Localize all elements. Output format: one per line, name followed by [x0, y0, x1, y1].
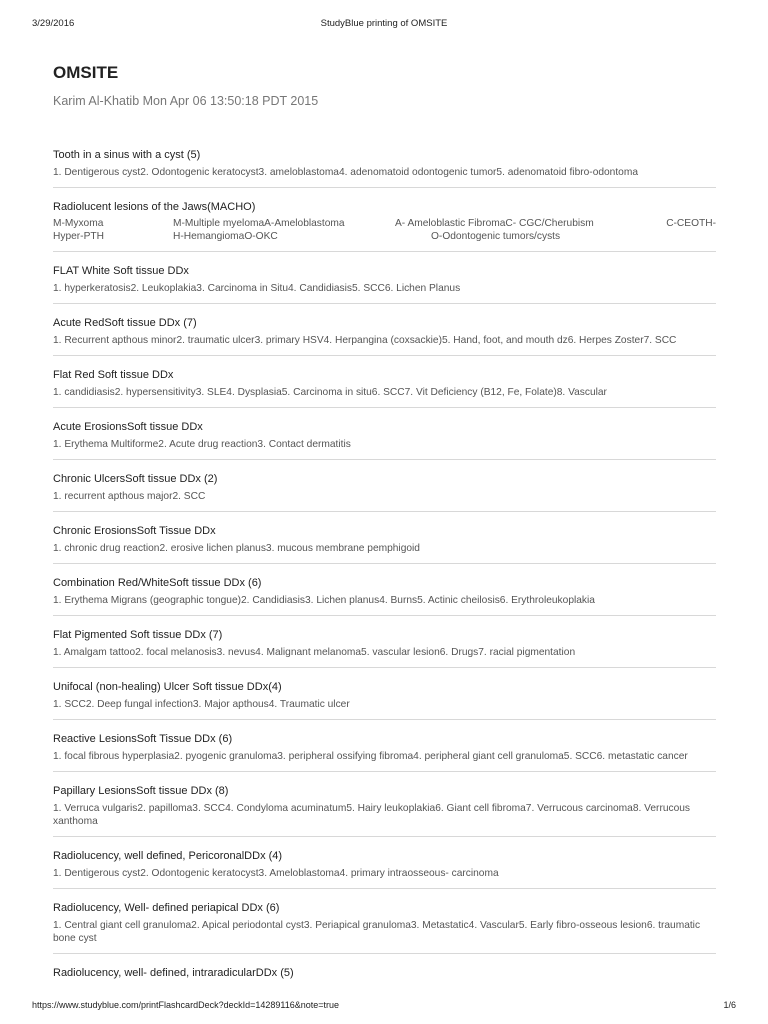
answer-cell: O-Odontogenic tumors/cysts [431, 231, 561, 242]
answer-cell [645, 230, 716, 243]
card-list [53, 148, 716, 989]
page-number: 1/6 [723, 1000, 736, 1010]
card-answer: 1. Central giant cell granuloma2. Apical periodontal cyst3. Periapical granuloma3. Metastatic4. Vascular5. Early fibro-osseous lesion6. traumatic bone cyst [53, 920, 701, 944]
answer-cell: A- Ameloblastic FibromaC- CGC/Cherubism [395, 218, 594, 229]
flashcard [53, 849, 716, 889]
print-header [32, 18, 736, 32]
card-question: Radiolucency, well defined, PericoronalDDx (4) [53, 850, 283, 862]
card-answer: 1. candidiasis2. hypersensitivity3. SLE4. Dysplasia5. Carcinoma in situ6. SCC7. Vit Deficiency (B12, Fe, Folate)8. Vascular [53, 387, 607, 398]
answer-cell: M-Multiple myelomaA-Ameloblastoma [173, 218, 345, 229]
card-answer-grid [53, 217, 716, 243]
flashcard [53, 420, 716, 460]
card-question: Acute RedSoft tissue DDx (7) [53, 317, 197, 329]
print-footer [32, 1000, 736, 1014]
print-url: https://www.studyblue.com/printFlashcardDeck?deckId=14289116&note=true [32, 1000, 340, 1010]
card-answer: 1. chronic drug reaction2. erosive lichen planus3. mucous membrane pemphigoid [53, 543, 420, 554]
answer-cell: H-HemangiomaO-OKC [173, 231, 278, 242]
card-question: Papillary LesionsSoft tissue DDx (8) [53, 785, 229, 797]
card-answer: 1. Dentigerous cyst2. Odontogenic keratocyst3. Ameloblastoma4. primary intraosseous- carcinoma [53, 868, 499, 879]
card-answer: 1. focal fibrous hyperplasia2. pyogenic granuloma3. peripheral ossifying fibroma4. peripheral giant cell granuloma5. SCC6. metastatic cancer [53, 751, 688, 762]
print-title: StudyBlue printing of OMSITE [320, 18, 448, 29]
card-answer: 1. SCC2. Deep fungal infection3. Major apthous4. Traumatic ulcer [53, 699, 350, 710]
card-question: Unifocal (non-healing) Ulcer Soft tissue DDx(4) [53, 681, 282, 693]
card-answer: 1. Dentigerous cyst2. Odontogenic keratocyst3. ameloblastoma4. adenomatoid odontogenic tumor5. adenomatoid fibro-odontoma [53, 167, 639, 178]
deck-meta: Karim Al-Khatib Mon Apr 06 13:50:18 PDT 2015 [53, 94, 319, 108]
flashcard [53, 680, 716, 720]
card-answer: 1. hyperkeratosis2. Leukoplakia3. Carcinoma in Situ4. Candidiasis5. SCC6. Lichen Planus [53, 283, 461, 294]
deck-content [53, 60, 716, 1001]
flashcard [53, 732, 716, 772]
flashcard [53, 148, 716, 188]
card-question: Chronic UlcersSoft tissue DDx (2) [53, 473, 218, 485]
answer-cell: M-Myxoma [53, 218, 104, 229]
card-answer: 1. Recurrent apthous minor2. traumatic ulcer3. primary HSV4. Herpangina (coxsackie)5. Hand, foot, and mouth dz6. Herpes Zoster7. SCC [53, 335, 677, 346]
card-answer: 1. Erythema Multiforme2. Acute drug reaction3. Contact dermatitis [53, 439, 351, 450]
card-question: Radiolucency, Well- defined periapical DDx (6) [53, 902, 280, 914]
answer-cell: Hyper-PTH [53, 231, 104, 242]
card-question: Chronic ErosionsSoft Tissue DDx [53, 525, 216, 537]
card-answer: 1. recurrent apthous major2. SCC [53, 491, 206, 502]
print-date: 3/29/2016 [32, 18, 75, 29]
card-answer: 1. Verruca vulgaris2. papilloma3. SCC4. Condyloma acuminatum5. Hairy leukoplakia6. Giant cell fibroma7. Verrucous carcinoma8. Verrucous xanthoma [53, 803, 691, 827]
flashcard [53, 576, 716, 616]
card-question: Reactive LesionsSoft Tissue DDx (6) [53, 733, 233, 745]
flashcard [53, 784, 716, 837]
flashcard [53, 901, 716, 954]
card-question: Flat Pigmented Soft tissue DDx (7) [53, 629, 223, 641]
card-question: Combination Red/WhiteSoft tissue DDx (6) [53, 577, 262, 589]
flashcard [53, 966, 716, 989]
flashcard [53, 524, 716, 564]
card-question: Radiolucency, well- defined, intraradicularDDx (5) [53, 967, 294, 979]
flashcard [53, 472, 716, 512]
card-question: Acute ErosionsSoft tissue DDx [53, 421, 203, 433]
flashcard [53, 628, 716, 668]
flashcard [53, 368, 716, 408]
card-question: FLAT White Soft tissue DDx [53, 265, 189, 277]
card-question: Flat Red Soft tissue DDx [53, 369, 174, 381]
card-question: Tooth in a sinus with a cyst (5) [53, 149, 201, 161]
answer-cell: C-CEOTH- [666, 218, 716, 229]
flashcard [53, 316, 716, 356]
flashcard [53, 264, 716, 304]
deck-title: OMSITE [53, 63, 119, 82]
card-question: Radiolucent lesions of the Jaws(MACHO) [53, 201, 256, 213]
card-answer: 1. Amalgam tattoo2. focal melanosis3. nevus4. Malignant melanoma5. vascular lesion6. Drugs7. racial pigmentation [53, 647, 576, 658]
flashcard [53, 200, 716, 252]
card-answer: 1. Erythema Migrans (geographic tongue)2. Candidiasis3. Lichen planus4. Burns5. Actinic cheilosis6. Erythroleukoplakia [53, 595, 595, 606]
